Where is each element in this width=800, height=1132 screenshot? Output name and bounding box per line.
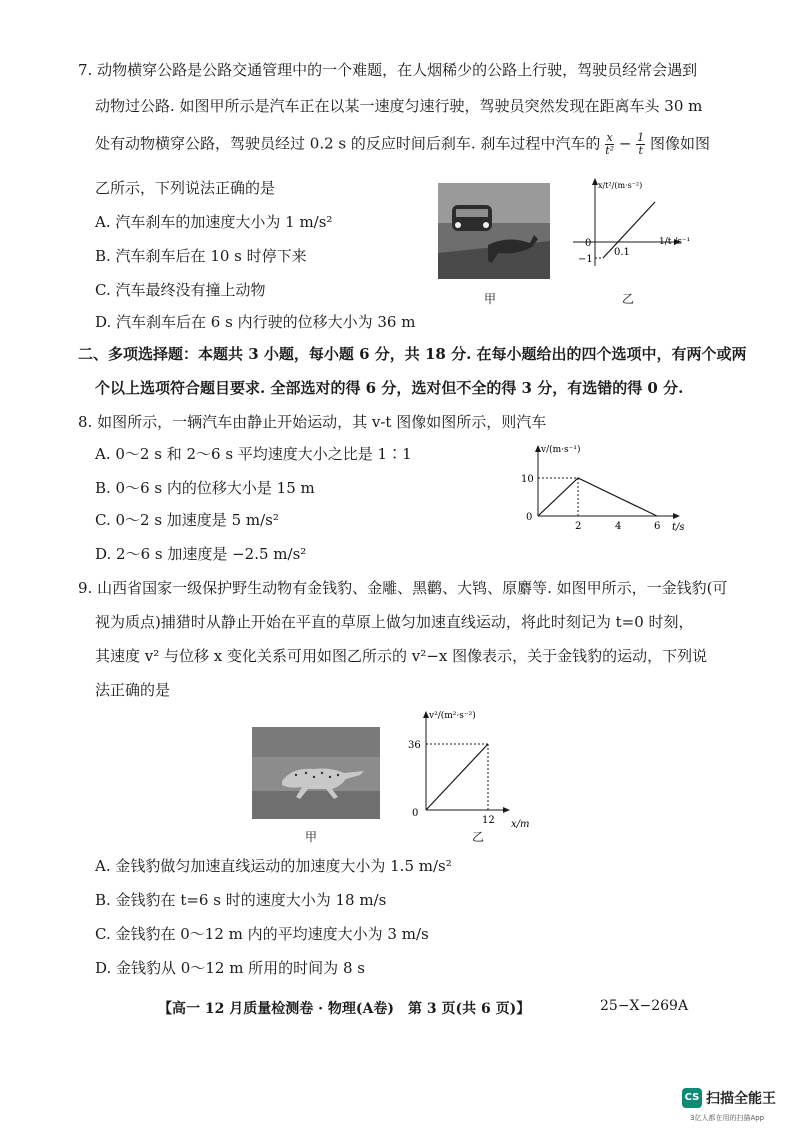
q9-graph-xlabel: x/m (511, 819, 530, 830)
q8-option-a: A. 0～2 s 和 2～6 s 平均速度大小之比是 1∶1 (95, 445, 412, 463)
q9-graph-x-tick: 12 (482, 815, 495, 826)
q7-graph-x-tick: 0.1 (614, 247, 630, 258)
q9-graph (406, 706, 546, 830)
q7-line-3 (95, 132, 710, 157)
q8-graph-x-tick: 2 (575, 521, 582, 532)
q8-option-b: B. 0～6 s 内的位移大小是 15 m (95, 479, 315, 497)
q7-option-a: A. 汽车刹车的加速度大小为 1 m/s² (95, 213, 333, 231)
cheetah-photo (252, 727, 380, 819)
q8-graph-x-tick: 4 (615, 521, 622, 532)
q9-caption-jia: 甲 (305, 830, 318, 844)
page-footer-code: 25−X−269A (600, 998, 689, 1014)
q9-option-a: A. 金钱豹做匀加速直线运动的加速度大小为 1.5 m/s² (95, 857, 452, 875)
frac-denominator: t² (605, 144, 615, 157)
camscanner-logo-icon: CS (682, 1088, 702, 1108)
watermark-tagline: 3亿人都在用的扫描App (690, 1114, 765, 1122)
section-2-line-1: 二、多项选择题：本题共 3 小题，每小题 6 分，共 18 分. 在每小题给出的四个选项中，有两个或两 (78, 345, 747, 363)
q9-line-3: 其速度 v² 与位移 x 变化关系可用如图乙所示的 v²−x 图像表示，关于金钱豹的运动，下列说 (95, 647, 708, 665)
q7-option-b: B. 汽车刹车后在 10 s 时停下来 (95, 247, 307, 265)
q8-graph-origin: 0 (526, 512, 533, 523)
q7-option-c: C. 汽车最终没有撞上动物 (95, 281, 266, 299)
frac-denominator: t (638, 144, 643, 157)
q8-option-c: C. 0～2 s 加速度是 5 m/s² (95, 511, 279, 529)
q8-graph-x-tick: 6 (654, 521, 661, 532)
q8-graph-ylabel: v/(m·s⁻¹) (541, 445, 581, 455)
minus-sign: − (618, 134, 632, 153)
q7-line-1: 7. 动物横穿公路是公路交通管理中的一个难题，在人烟稀少的公路上行驶，驾驶员经常会遇到 (78, 61, 698, 79)
q7-graph-ylabel: x/t²/(m·s⁻²) (598, 181, 643, 190)
fraction-x-over-t2 (605, 132, 614, 157)
page-footer-title: 【高一 12 月质量检测卷 · 物理(A卷) 第 3 页(共 6 页)】 (158, 1001, 531, 1017)
q7-graph-y-tick: −1 (578, 254, 593, 265)
frac-numerator: x (606, 131, 613, 144)
q7-caption-jia: 甲 (484, 292, 497, 306)
q7-line-3b: 图像如图 (649, 134, 710, 153)
q9-caption-yi: 乙 (472, 830, 485, 844)
q9-line-1: 9. 山西省国家一级保护野生动物有金钱豹、金雕、黑鹳、大鸨、原麝等. 如图甲所示，一金钱豹(可 (78, 579, 728, 597)
q7-line-4: 乙所示，下列说法正确的是 (95, 179, 276, 197)
q7-line-2: 动物过公路. 如图甲所示是汽车正在以某一速度匀速行驶，驾驶员突然发现在距离车头 30 m (95, 97, 703, 115)
q8-option-d: D. 2～6 s 加速度是 −2.5 m/s² (95, 545, 307, 563)
q7-graph-origin: 0 (585, 238, 592, 249)
q8-graph (512, 440, 702, 532)
q9-line-4: 法正确的是 (95, 681, 171, 699)
fraction-1-over-t (636, 132, 645, 157)
q7-caption-yi: 乙 (622, 292, 635, 306)
q7-graph (565, 176, 690, 286)
q7-line-3a: 处有动物横穿公路，驾驶员经过 0.2 s 的反应时间后刹车. 刹车过程中汽车的 (95, 134, 601, 153)
section-2-line-2: 个以上选项符合题目要求. 全部选对的得 6 分，选对但不全的得 3 分，有选错的得 0 分. (95, 379, 684, 397)
q8-stem: 8. 如图所示，一辆汽车由静止开始运动，其 v-t 图像如图所示，则汽车 (78, 413, 547, 431)
q8-graph-xlabel: t/s (672, 522, 685, 532)
q9-option-c: C. 金钱豹在 0～12 m 内的平均速度大小为 3 m/s (95, 925, 429, 943)
q9-option-d: D. 金钱豹从 0～12 m 所用的时间为 8 s (95, 959, 365, 977)
q9-graph-origin: 0 (412, 808, 419, 819)
q9-graph-y-tick: 36 (408, 740, 421, 751)
q7-option-d: D. 汽车刹车后在 6 s 内行驶的位移大小为 36 m (95, 313, 416, 331)
watermark-app-name: 扫描全能王 (706, 1091, 776, 1107)
q9-option-b: B. 金钱豹在 t=6 s 时的速度大小为 18 m/s (95, 891, 387, 909)
q9-graph-ylabel: v²/(m²·s⁻²) (429, 711, 476, 721)
car-deer-photo (438, 183, 550, 279)
q9-line-2: 视为质点)捕猎时从静止开始在平直的草原上做匀加速直线运动，将此时刻记为 t=0 时刻， (95, 613, 694, 631)
q7-graph-xlabel: 1/t /s⁻¹ (659, 237, 690, 247)
q8-graph-y-tick: 10 (521, 474, 534, 485)
frac-numerator: 1 (637, 131, 645, 144)
